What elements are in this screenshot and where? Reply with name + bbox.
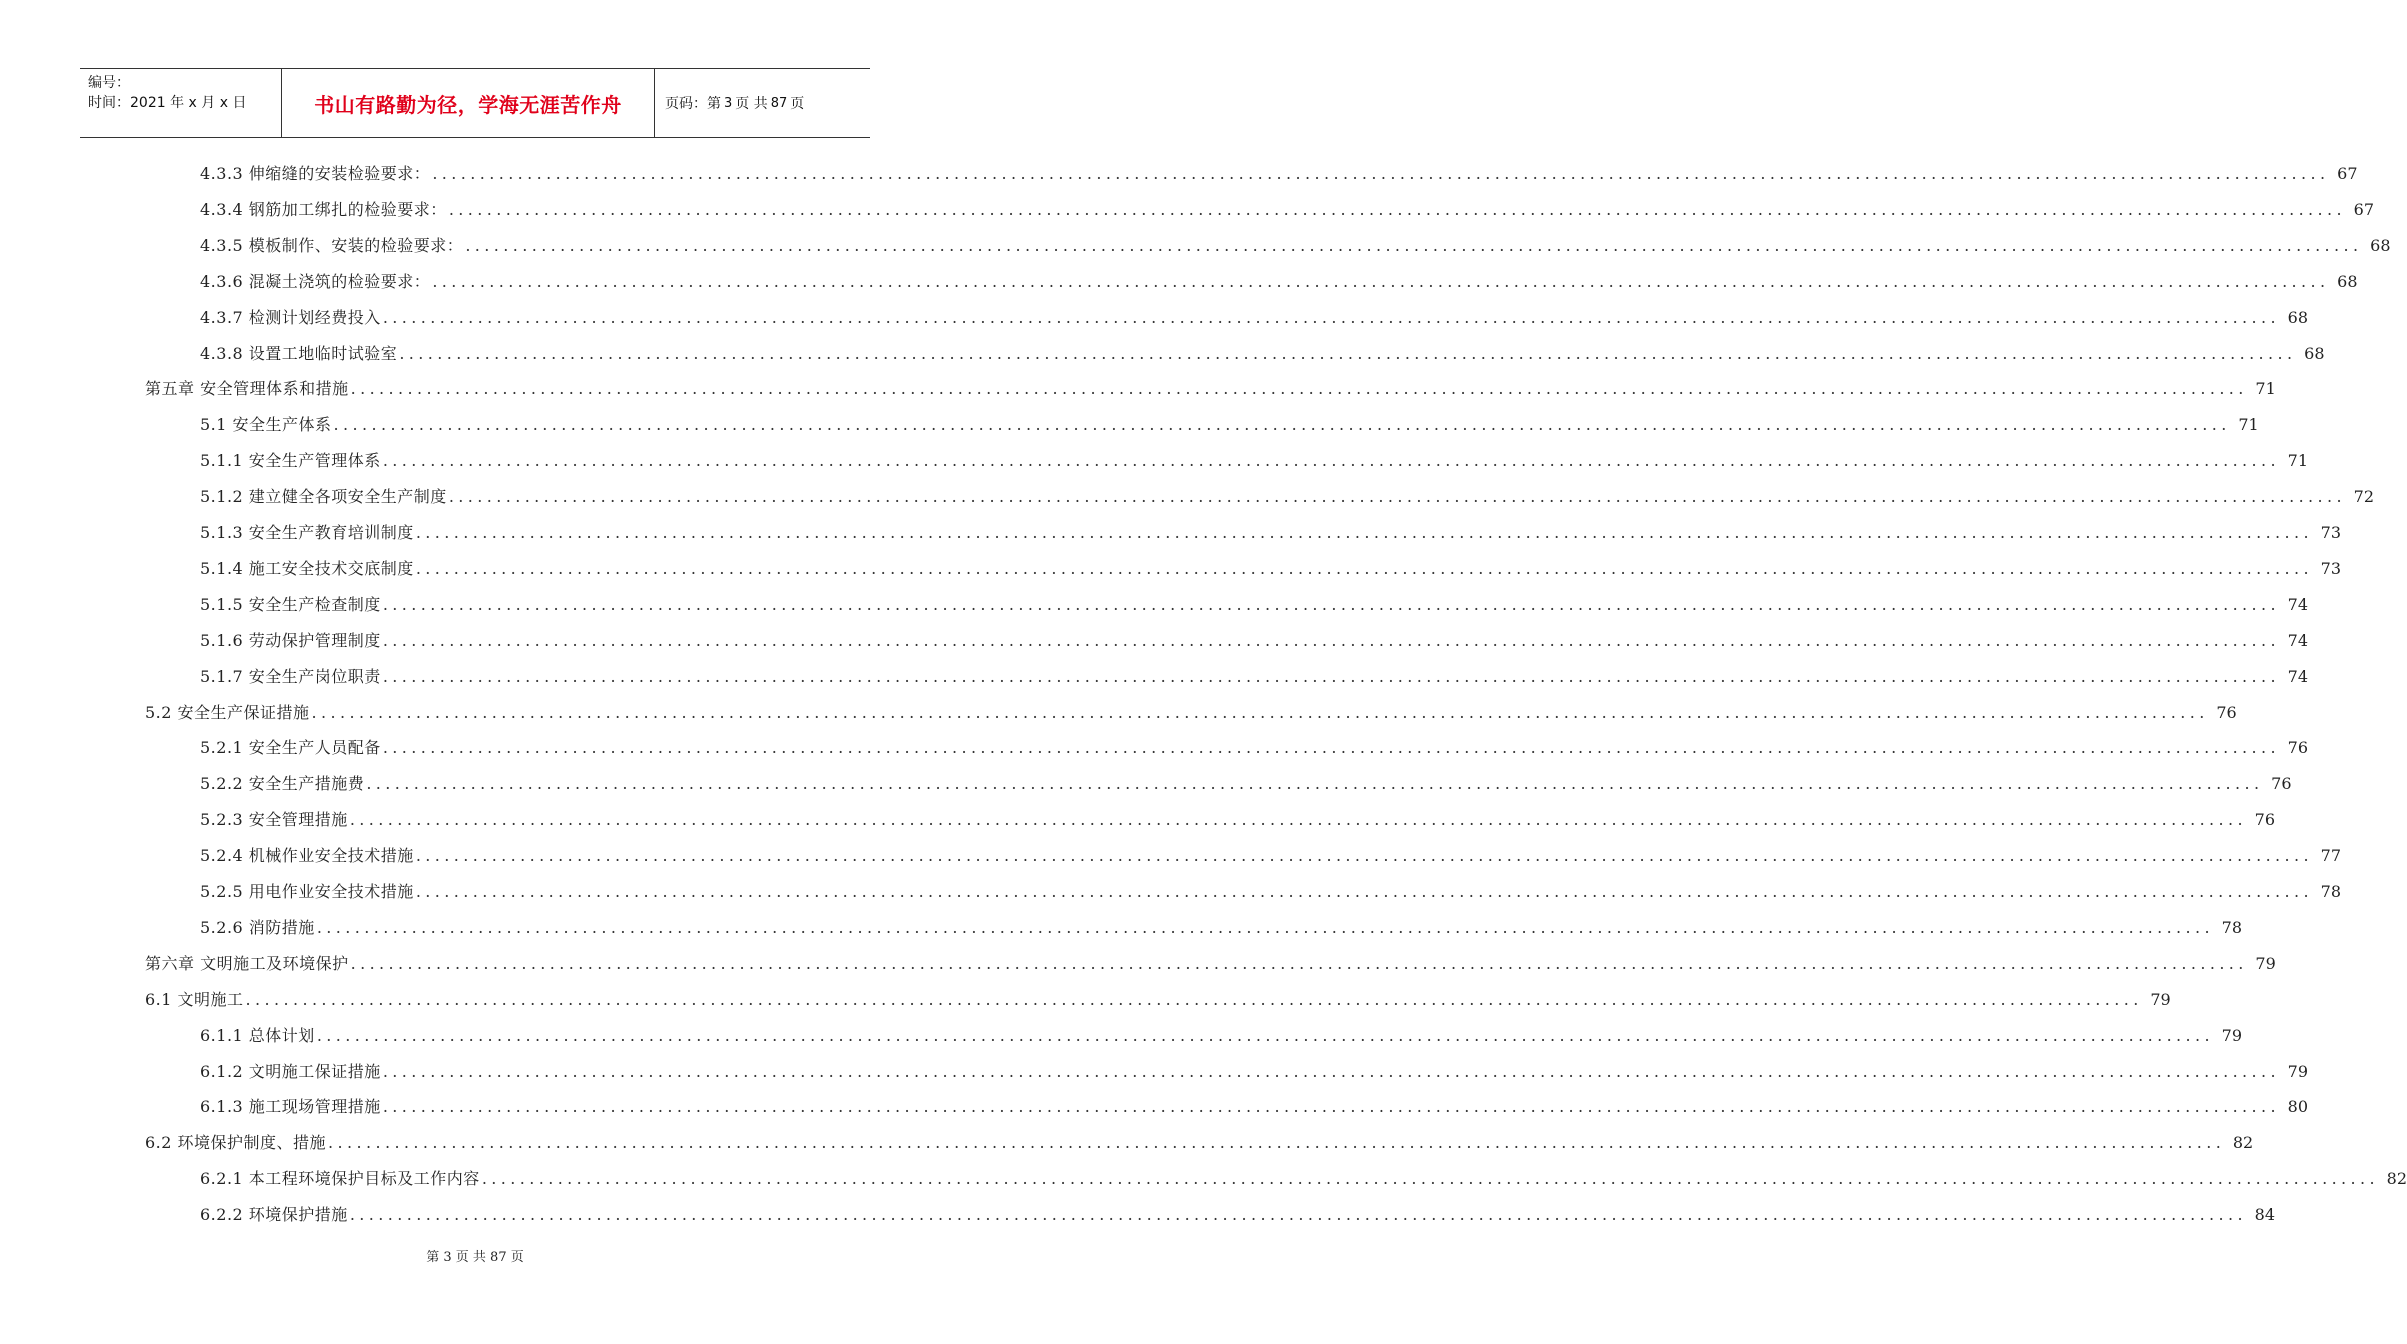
header-time-label: 时间：2021 年 x 月 x 日 — [88, 95, 247, 111]
toc-entry-page: 76 — [2216, 702, 2237, 722]
toc-entry-label: 5.2.5 用电作业安全技术措施 — [200, 882, 414, 901]
toc-leader-dots: ........................................................................................................................................................................................................ — [465, 235, 2363, 255]
toc-leader-dots: ........................................................................................................................................................................................................ — [316, 1025, 2214, 1045]
toc-entry-label: 5.2.2 安全生产措施费 — [200, 774, 365, 794]
toc-entry-page: 82 — [2232, 1133, 2254, 1153]
toc-entry-page: 71 — [2255, 379, 2276, 399]
toc-leader-dots: ........................................................................................................................................................................................................ — [382, 1097, 2280, 1117]
toc-entry-label: 5.1.7 安全生产岗位职责 — [200, 666, 381, 686]
toc-entry-label: 4.3.6 混凝土浇筑的检验要求： — [200, 271, 431, 291]
toc-leader-dots: ........................................................................................................................................................................................................ — [333, 415, 2231, 435]
toc-leader-dots: ........................................................................................................................................................................................................ — [349, 1205, 2247, 1225]
toc-entry[interactable] — [200, 1196, 2275, 1226]
toc-entry[interactable] — [200, 263, 2358, 293]
toc-leader-dots: ........................................................................................................................................................................................................ — [415, 558, 2313, 578]
toc-entry-page: 76 — [2271, 774, 2292, 794]
toc-leader-dots: ........................................................................................................................................................................................................ — [328, 1133, 2226, 1153]
toc-entry-label: 5.2.3 安全管理措施 — [200, 810, 348, 830]
toc-leader-dots: ........................................................................................................................................................................................................ — [350, 953, 2248, 973]
toc-entry[interactable] — [200, 801, 2275, 831]
toc-entry[interactable] — [200, 155, 2358, 185]
toc-entry-label: 第五章 安全管理体系和措施 — [145, 379, 349, 399]
toc-leader-dots: ........................................................................................................................................................................................................ — [382, 630, 2280, 650]
toc-entry[interactable] — [200, 909, 2242, 939]
toc-entry-page: 80 — [2287, 1097, 2308, 1117]
toc-entry-page: 79 — [2150, 989, 2171, 1009]
toc-entry[interactable] — [145, 694, 2237, 724]
toc-entry[interactable] — [200, 658, 2308, 688]
toc-entry-label: 6.2.1 本工程环境保护目标及工作内容 — [200, 1169, 480, 1189]
toc-leader-dots: ........................................................................................................................................................................................................ — [432, 271, 2330, 291]
toc-entry-page: 68 — [2337, 271, 2358, 291]
toc-entry-page: 68 — [2304, 343, 2325, 363]
toc-entry-label: 6.1 文明施工 — [145, 989, 244, 1009]
toc-entry[interactable] — [200, 299, 2308, 329]
toc-leader-dots: ........................................................................................................................................................................................................ — [311, 702, 2209, 722]
toc-entry[interactable] — [145, 370, 2276, 400]
toc-entry-label: 5.2.4 机械作业安全技术措施 — [200, 846, 414, 866]
toc-entry[interactable] — [200, 406, 2259, 436]
toc-entry[interactable] — [145, 1124, 2254, 1154]
toc-entry-page: 73 — [2320, 523, 2341, 542]
toc-leader-dots: ........................................................................................................................................................................................................ — [448, 487, 2346, 507]
toc-entry[interactable] — [200, 729, 2308, 759]
header-page-mid: 页 共 — [735, 96, 768, 112]
toc-entry-page: 68 — [2287, 307, 2308, 327]
toc-entry-page: 73 — [2320, 558, 2341, 578]
toc-entry-label: 5.1.5 安全生产检查制度 — [200, 594, 381, 614]
toc-entry-page: 74 — [2287, 594, 2308, 614]
toc-entry-label: 5.2 安全生产保证措施 — [145, 702, 310, 722]
toc-entry-label: 4.3.4 钢筋加工绑扎的检验要求： — [200, 199, 447, 219]
toc-entry-label: 5.1.2 建立健全各项安全生产制度 — [200, 487, 447, 507]
toc-entry-page: 67 — [2337, 164, 2358, 183]
toc-leader-dots: ........................................................................................................................................................................................................ — [382, 307, 2280, 327]
toc-entry-label: 5.2.1 安全生产人员配备 — [200, 738, 381, 758]
toc-leader-dots: ........................................................................................................................................................................................................ — [382, 738, 2280, 758]
toc-entry-label: 5.1.1 安全生产管理体系 — [200, 451, 381, 471]
toc-leader-dots: ........................................................................................................................................................................................................ — [366, 774, 2264, 794]
toc-entry[interactable] — [200, 586, 2308, 616]
toc-entry[interactable] — [200, 765, 2292, 795]
toc-entry[interactable] — [145, 945, 2276, 975]
header-page-info — [655, 69, 870, 137]
toc-entry-page: 72 — [2353, 487, 2374, 507]
toc-entry-page: 79 — [2287, 1061, 2308, 1081]
toc-entry-label: 5.1.3 安全生产教育培训制度 — [200, 523, 414, 542]
toc-entry[interactable] — [200, 442, 2308, 472]
toc-entry-page: 74 — [2287, 666, 2308, 686]
toc-leader-dots: ........................................................................................................................................................................................................ — [481, 1169, 2379, 1189]
toc-entry[interactable] — [200, 1017, 2242, 1047]
toc-entry-label: 5.2.6 消防措施 — [200, 917, 315, 937]
toc-leader-dots: ........................................................................................................................................................................................................ — [245, 989, 2143, 1009]
toc-leader-dots: ........................................................................................................................................................................................................ — [316, 917, 2214, 937]
toc-entry[interactable] — [200, 837, 2341, 867]
toc-entry-page: 71 — [2287, 451, 2308, 471]
toc-entry[interactable] — [200, 550, 2341, 580]
header-number-label: 编号： — [88, 75, 130, 91]
toc-leader-dots: ........................................................................................................................................................................................................ — [382, 666, 2280, 686]
toc-entry[interactable] — [145, 981, 2171, 1011]
toc-entry-label: 4.3.8 设置工地临时试验室 — [200, 343, 398, 363]
toc-entry[interactable] — [200, 1088, 2308, 1118]
toc-entry[interactable] — [200, 191, 2374, 221]
toc-leader-dots: ........................................................................................................................................................................................................ — [382, 594, 2280, 614]
header-page-suffix: 页 — [790, 96, 805, 112]
toc-entry-label: 6.1.2 文明施工保证措施 — [200, 1061, 381, 1081]
toc-entry-label: 4.3.7 检测计划经费投入 — [200, 307, 381, 327]
header-page-total: 87 — [770, 95, 788, 111]
toc-entry-label: 5.1.4 施工安全技术交底制度 — [200, 558, 414, 578]
header-motto: 书山有路勤为径，学海无涯苦作舟 — [282, 69, 655, 137]
toc-leader-dots: ........................................................................................................................................................................................................ — [349, 810, 2247, 830]
header-page-prefix: 页码：第 — [665, 96, 721, 112]
toc-leader-dots: ........................................................................................................................................................................................................ — [415, 523, 2313, 542]
toc-entry-page: 67 — [2353, 199, 2374, 219]
toc-leader-dots: ........................................................................................................................................................................................................ — [448, 199, 2346, 219]
toc-entry-page: 82 — [2386, 1169, 2407, 1189]
toc-entry[interactable] — [200, 1053, 2308, 1083]
toc-entry[interactable] — [200, 873, 2341, 903]
toc-entry-page: 78 — [2320, 882, 2341, 901]
toc-leader-dots: ........................................................................................................................................................................................................ — [382, 1061, 2280, 1081]
header-meta — [80, 69, 282, 137]
toc-entry[interactable] — [200, 622, 2308, 652]
toc-entry-label: 6.1.3 施工现场管理措施 — [200, 1097, 381, 1117]
toc-leader-dots: ........................................................................................................................................................................................................ — [399, 343, 2297, 363]
toc-entry[interactable] — [200, 514, 2341, 544]
toc-entry-label: 4.3.5 模板制作、安装的检验要求： — [200, 235, 464, 255]
toc-entry-label: 第六章 文明施工及环境保护 — [145, 953, 349, 973]
toc-entry[interactable] — [200, 478, 2374, 508]
toc-entry-page: 77 — [2320, 846, 2341, 866]
toc-entry-page: 74 — [2287, 630, 2308, 650]
toc-entry-page: 71 — [2238, 415, 2259, 435]
toc-entry-label: 5.1 安全生产体系 — [200, 415, 332, 435]
toc-entry[interactable] — [200, 335, 2325, 365]
toc-leader-dots: ........................................................................................................................................................................................................ — [382, 451, 2280, 471]
toc-entry-page: 78 — [2221, 917, 2242, 937]
toc-entry-label: 5.1.6 劳动保护管理制度 — [200, 630, 381, 650]
toc-entry-label: 4.3.3 伸缩缝的安装检验要求： — [200, 164, 431, 183]
toc-entry-label: 6.2 环境保护制度、措施 — [145, 1133, 327, 1153]
toc-entry-page: 76 — [2254, 810, 2275, 830]
toc-entry-page: 68 — [2370, 235, 2391, 255]
toc-entry-label: 6.2.2 环境保护措施 — [200, 1205, 348, 1225]
toc-entry-page: 76 — [2287, 738, 2308, 758]
page-footer: 第 3 页 共 87 页 — [426, 1250, 524, 1265]
toc-leader-dots: ........................................................................................................................................................................................................ — [415, 882, 2313, 901]
toc-entry[interactable] — [200, 1160, 2407, 1190]
toc-entry-label: 6.1.1 总体计划 — [200, 1025, 315, 1045]
toc-entry[interactable] — [200, 227, 2391, 257]
toc-entry-page: 79 — [2255, 953, 2276, 973]
toc-entry-page: 79 — [2221, 1025, 2242, 1045]
toc-leader-dots: ........................................................................................................................................................................................................ — [432, 164, 2330, 183]
header-page-current: 3 — [724, 95, 733, 111]
toc-leader-dots: ........................................................................................................................................................................................................ — [350, 379, 2248, 399]
page-header — [80, 68, 870, 138]
toc-leader-dots: ........................................................................................................................................................................................................ — [415, 846, 2313, 866]
toc-entry-page: 84 — [2254, 1205, 2275, 1225]
